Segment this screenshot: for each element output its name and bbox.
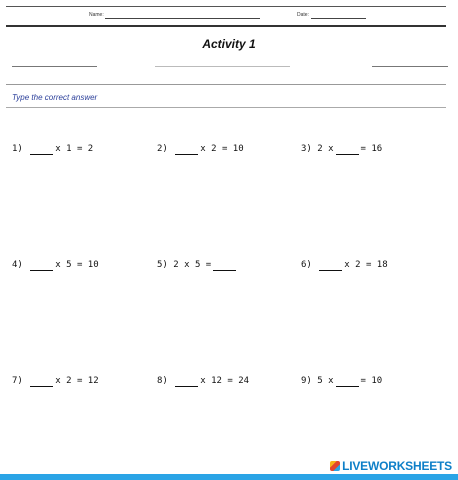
problem-text-after: x 1 = 2 bbox=[55, 144, 94, 154]
problem-text-after: x 2 = 10 bbox=[200, 144, 244, 154]
answer-input[interactable] bbox=[336, 377, 359, 387]
problem-text-after: x 12 = 24 bbox=[200, 376, 250, 386]
problem-number: 1) bbox=[12, 144, 29, 154]
problem-number: 2) bbox=[157, 144, 174, 154]
header-rule-right bbox=[372, 66, 448, 67]
problem-number: 8) bbox=[157, 376, 174, 386]
problem-text-before: 5 x bbox=[317, 376, 334, 386]
problem-number: 4) bbox=[12, 260, 29, 270]
answer-input[interactable] bbox=[30, 145, 53, 155]
name-label: Name: bbox=[89, 12, 104, 18]
answer-input[interactable] bbox=[30, 377, 53, 387]
footer-bar bbox=[0, 474, 458, 480]
problem-number: 7) bbox=[12, 376, 29, 386]
instruction-text: Type the correct answer bbox=[12, 93, 98, 102]
header-bottom-rule bbox=[6, 25, 446, 27]
header-rule-left bbox=[12, 66, 97, 67]
section-rule-bottom bbox=[6, 107, 446, 108]
problem-text-before: 2 x 5 = bbox=[173, 260, 212, 270]
answer-input[interactable] bbox=[319, 261, 342, 271]
header-rule-middle bbox=[155, 66, 290, 67]
problem-number: 5) bbox=[157, 260, 174, 270]
date-label: Date: bbox=[297, 12, 309, 18]
problem-3 bbox=[301, 144, 382, 155]
name-underline bbox=[105, 18, 260, 19]
problem-9 bbox=[301, 376, 382, 387]
problem-2 bbox=[157, 144, 244, 155]
logo-icon bbox=[330, 461, 340, 471]
answer-input[interactable] bbox=[336, 145, 359, 155]
answer-input[interactable] bbox=[175, 377, 198, 387]
answer-input[interactable] bbox=[213, 261, 236, 271]
date-underline bbox=[311, 18, 366, 19]
problem-number: 6) bbox=[301, 260, 318, 270]
problem-text-after: = 16 bbox=[360, 144, 383, 154]
problem-7 bbox=[12, 376, 99, 387]
problem-6 bbox=[301, 260, 388, 271]
problem-text-after: x 2 = 12 bbox=[55, 376, 99, 386]
problem-4 bbox=[12, 260, 99, 271]
problem-text-after: x 2 = 18 bbox=[344, 260, 388, 270]
problem-text-before: 2 x bbox=[317, 144, 334, 154]
problem-text-after: = 10 bbox=[360, 376, 383, 386]
liveworksheets-logo bbox=[330, 459, 452, 473]
problem-text-after: x 5 = 10 bbox=[55, 260, 99, 270]
problem-1 bbox=[12, 144, 93, 155]
problem-5 bbox=[157, 260, 238, 271]
problem-number: 9) bbox=[301, 376, 318, 386]
problem-8 bbox=[157, 376, 249, 387]
header-top-rule bbox=[6, 6, 446, 7]
answer-input[interactable] bbox=[175, 145, 198, 155]
logo-text: LIVEWORKSHEETS bbox=[342, 459, 452, 473]
problem-number: 3) bbox=[301, 144, 318, 154]
answer-input[interactable] bbox=[30, 261, 53, 271]
page-title: Activity 1 bbox=[202, 37, 256, 51]
section-rule-top bbox=[6, 84, 446, 85]
